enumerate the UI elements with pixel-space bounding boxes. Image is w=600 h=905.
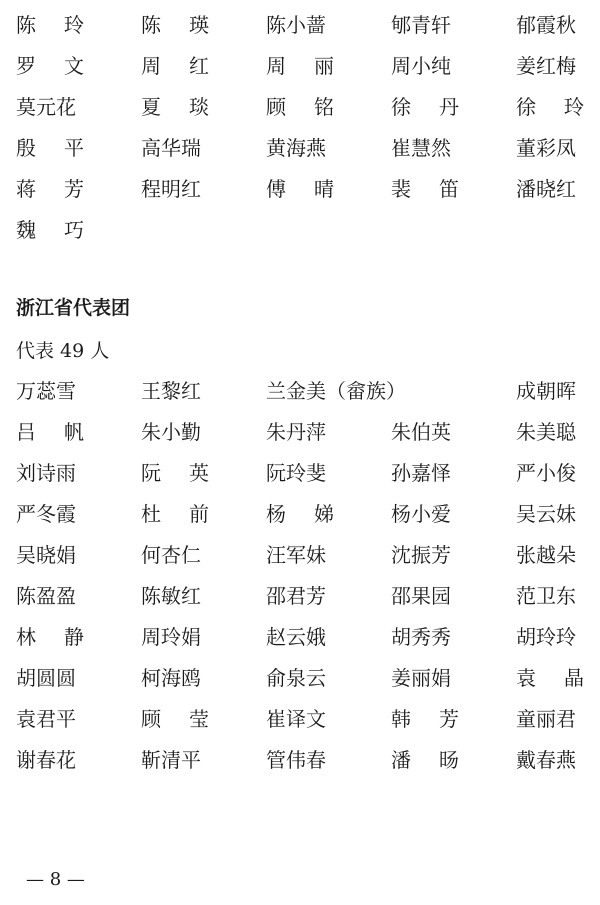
delegate-name: 杨小爱 [391, 501, 451, 526]
delegate-name-text: 殷 平 [16, 135, 84, 160]
delegate-name: 袁君平 [16, 706, 76, 731]
delegate-name-text: 潘 旸 [391, 747, 459, 772]
delegate-name-text: 陈 玲 [16, 12, 84, 37]
delegate-name [391, 746, 516, 774]
delegate-name [141, 52, 266, 80]
delegate-name: 黄海燕 [266, 135, 326, 160]
delegate-name [16, 623, 141, 651]
delegate-name: 陈敏红 [141, 583, 201, 608]
delegate-name: 周小纯 [391, 53, 451, 78]
delegate-name [16, 418, 141, 446]
delegate-name: 潘晓红 [516, 176, 576, 201]
delegate-name: 沈振芳 [391, 542, 451, 567]
delegate-name: 兰金美（畲族） [266, 378, 406, 403]
delegate-name-text: 韩 芳 [391, 706, 459, 731]
delegate-name: 阮玲斐 [266, 460, 326, 485]
delegate-name: 郇青轩 [391, 12, 451, 37]
name-row [16, 616, 596, 657]
delegate-name [16, 216, 141, 244]
delegate-name: 管伟春 [266, 747, 326, 772]
delegate-name-text: 罗 文 [16, 53, 84, 78]
delegate-name-text: 周 丽 [266, 53, 334, 78]
delegate-name: 周玲娟 [141, 624, 201, 649]
delegate-name [391, 93, 516, 121]
delegate-name: 何杏仁 [141, 542, 201, 567]
delegate-name-text: 阮 英 [141, 460, 209, 485]
delegate-name [141, 500, 266, 528]
delegate-name: 赵云娥 [266, 624, 326, 649]
delegate-name [141, 11, 266, 39]
delegate-name: 姜丽娟 [391, 665, 451, 690]
delegate-name: 柯海鸥 [141, 665, 201, 690]
delegate-name-text: 袁 晶 [516, 665, 584, 690]
page-number: — 8 — [26, 869, 85, 890]
delegate-list-previous [16, 4, 596, 250]
name-row [16, 45, 596, 86]
name-row [16, 452, 596, 493]
delegate-name: 莫元花 [16, 94, 76, 119]
name-row [16, 575, 596, 616]
delegate-name [391, 175, 516, 203]
delegate-name-text: 顾 莹 [141, 706, 209, 731]
delegate-name: 靳清平 [141, 747, 201, 772]
delegate-name: 朱丹萍 [266, 419, 326, 444]
delegate-name: 孙嘉怿 [391, 460, 451, 485]
delegate-name: 郁霞秋 [516, 12, 576, 37]
delegate-name [391, 705, 516, 733]
delegate-name-text: 夏 琰 [141, 94, 209, 119]
delegate-name: 戴春燕 [516, 747, 576, 772]
delegate-name: 高华瑞 [141, 135, 201, 160]
delegate-name [266, 93, 391, 121]
delegate-name: 陈小蔷 [266, 12, 326, 37]
delegate-name-text: 徐 玲 [516, 94, 584, 119]
delegate-name: 王黎红 [141, 378, 201, 403]
delegate-name: 姜红梅 [516, 53, 576, 78]
delegate-name: 吴晓娟 [16, 542, 76, 567]
delegate-name: 汪军妹 [266, 542, 326, 567]
name-row [16, 698, 596, 739]
delegate-name: 童丽君 [516, 706, 576, 731]
name-row [16, 493, 596, 534]
name-row [16, 411, 596, 452]
delegate-name [266, 175, 391, 203]
name-row [16, 86, 596, 127]
name-row [16, 4, 596, 45]
delegate-name-text: 徐 丹 [391, 94, 459, 119]
delegate-name [141, 459, 266, 487]
delegate-name: 刘诗雨 [16, 460, 76, 485]
name-row [16, 370, 596, 411]
delegate-name-text: 裴 笛 [391, 176, 459, 201]
delegate-name [266, 500, 391, 528]
delegate-name: 俞泉云 [266, 665, 326, 690]
delegate-name-text: 魏 巧 [16, 217, 84, 242]
name-row [16, 209, 596, 250]
name-row [16, 657, 596, 698]
name-row [16, 168, 596, 209]
delegate-name: 严冬霞 [16, 501, 76, 526]
delegate-count: 代表 49 人 [16, 340, 110, 362]
name-row [16, 534, 596, 575]
delegate-name [516, 664, 600, 692]
delegate-name: 朱小勤 [141, 419, 201, 444]
delegate-name-text: 顾 铭 [266, 94, 334, 119]
delegate-name: 邵果园 [391, 583, 451, 608]
delegate-name [266, 52, 391, 80]
delegate-name [16, 11, 141, 39]
delegate-name: 吴云妹 [516, 501, 576, 526]
delegate-name: 程明红 [141, 176, 201, 201]
delegate-name: 胡圆圆 [16, 665, 76, 690]
delegate-name: 谢春花 [16, 747, 76, 772]
delegate-name-text: 林 静 [16, 624, 84, 649]
delegate-name: 胡秀秀 [391, 624, 451, 649]
delegate-name-text: 陈 瑛 [141, 12, 209, 37]
delegate-name [516, 93, 600, 121]
delegate-name [141, 93, 266, 121]
delegate-name: 张越朵 [516, 542, 576, 567]
delegate-name: 朱伯英 [391, 419, 451, 444]
delegate-name-text: 杨 娣 [266, 501, 334, 526]
delegate-name-text: 吕 帆 [16, 419, 84, 444]
delegate-name: 胡玲玲 [516, 624, 576, 649]
delegate-name [141, 705, 266, 733]
delegate-name: 成朝晖 [516, 378, 576, 403]
name-row [16, 739, 596, 780]
name-row [16, 127, 596, 168]
delegate-list-zhejiang [16, 370, 596, 780]
delegate-name-text: 蒋 芳 [16, 176, 84, 201]
delegate-name-text: 周 红 [141, 53, 209, 78]
delegate-name: 朱美聪 [516, 419, 576, 444]
delegate-name: 范卫东 [516, 583, 576, 608]
delegate-name-text: 傅 晴 [266, 176, 334, 201]
delegate-name: 严小俊 [516, 460, 576, 485]
delegate-name [16, 52, 141, 80]
delegate-name [16, 134, 141, 162]
delegate-name: 董彩凤 [516, 135, 576, 160]
delegation-heading: 浙江省代表团 [16, 297, 131, 319]
delegate-name: 崔译文 [266, 706, 326, 731]
delegate-name: 陈盈盈 [16, 583, 76, 608]
delegate-name [16, 175, 141, 203]
delegate-name: 邵君芳 [266, 583, 326, 608]
delegate-name-text: 杜 前 [141, 501, 209, 526]
delegate-name: 万蕊雪 [16, 378, 76, 403]
delegate-name: 崔慧然 [391, 135, 451, 160]
